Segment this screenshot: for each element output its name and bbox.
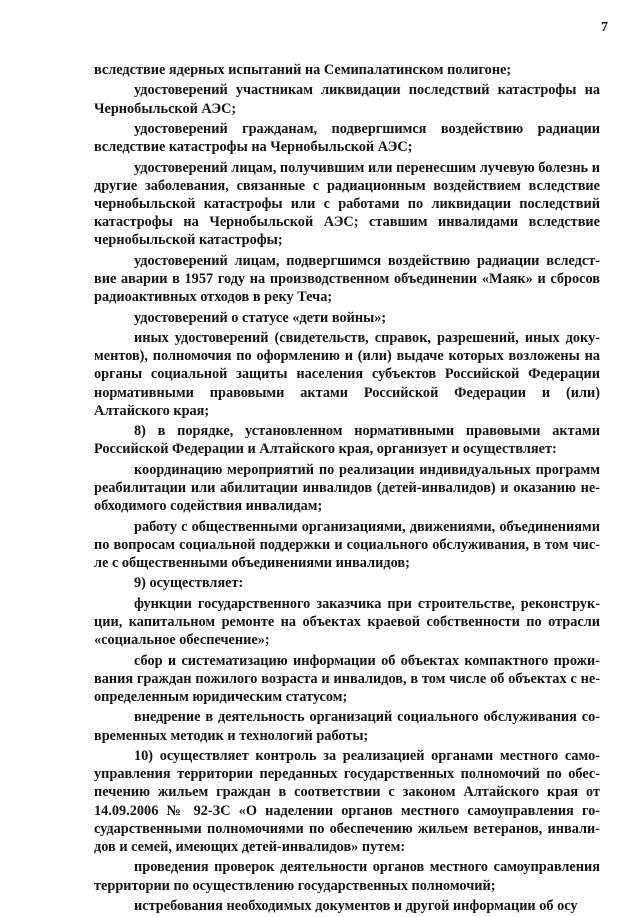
paragraph: удостоверений участникам ликвидации последствий катастрофы на Чернобыльской АЭС; xyxy=(94,82,600,117)
paragraph: 8) в порядке, установленном нормативными правовыми актами Российской Федерации и Алтайского края, организует и осуществляет: xyxy=(94,423,600,458)
paragraph: удостоверений о статусе «дети войны»; xyxy=(134,309,387,326)
paragraph: координацию мероприятий по реализации индивидуальных программ реабилитации или абилитации инвалидов (детей-инвалидов) и оказанию необходимого содействия инвалидам; xyxy=(94,461,600,515)
paragraph: удостоверений гражданам, подвергшимся воздействию радиации вследствие катастрофы на Чернобыльской АЭС; xyxy=(94,120,600,156)
document-body xyxy=(94,61,600,917)
page-number: 7 xyxy=(601,20,608,35)
paragraph: проведения проверок деятельности органов местного самоуправления территории по осуществлению государственных полномочий; xyxy=(94,859,600,894)
paragraph: удостоверений лицам, подвергшимся воздействию радиации вследствие аварии в 1957 году на производственном объединении «Маяк» и сбросов радиоактивных отходов в реку Теча; xyxy=(94,252,600,306)
paragraph: 9) осуществляет: xyxy=(134,575,244,592)
paragraph: истребования необходимых документов и другой информации об осу xyxy=(134,897,578,914)
paragraph: 10) осуществляет контроль за реализацией органами местного самоуправления территории переданных государственных полномочий по обеспечению жильем граждан в соответствии с законом Алтайского края от 14.09.2006 № 92-ЗС «О наделении органов местного самоуправления государственными полномочиями по обеспечению жильем ветеранов, инвалидов и семей, имеющих детей-инвалидов» путем: xyxy=(94,747,600,855)
paragraph: сбор и систематизацию информации об объектах компактного проживания граждан пожилого возраста и инвалидов, в том числе об объектах с неопределенным юридическим статусом; xyxy=(94,652,600,705)
paragraph: внедрение в деятельность организаций социального обслуживания современных методик и технологий работы; xyxy=(94,709,600,744)
paragraph: иных удостоверений (свидетельств, справок, разрешений, иных документов), полномочия по оформлению и (или) выдаче которых возложены на органы социальной защиты населения субъектов Российской Федерации нормативными правовыми актами Российской Федерации и (или) Алтайского края; xyxy=(94,329,600,419)
paragraph: работу с общественными организациями, движениями, объединениями по вопросам социальной поддержки и социального обслуживания, в том числе с общественными объединениями инвалидов; xyxy=(94,518,600,571)
paragraph: функции государственного заказчика при строительстве, реконструкции, капитальном ремонте на объектах краевой собственности по отрасли «социальное обеспечение»; xyxy=(94,595,600,649)
paragraph: удостоверений лицам, получившим или перенесшим лучевую болезнь и другие заболевания, связанные с радиационным воздействием вследствие чернобыльской катастрофы или с работами по ликвидации последствий катастрофы на Чернобыльской АЭС; ставшим инвалидами вследствие чернобыльской катастрофы; xyxy=(94,159,600,249)
paragraph: вследствие ядерных испытаний на Семипалатинском полигоне; xyxy=(94,62,512,78)
